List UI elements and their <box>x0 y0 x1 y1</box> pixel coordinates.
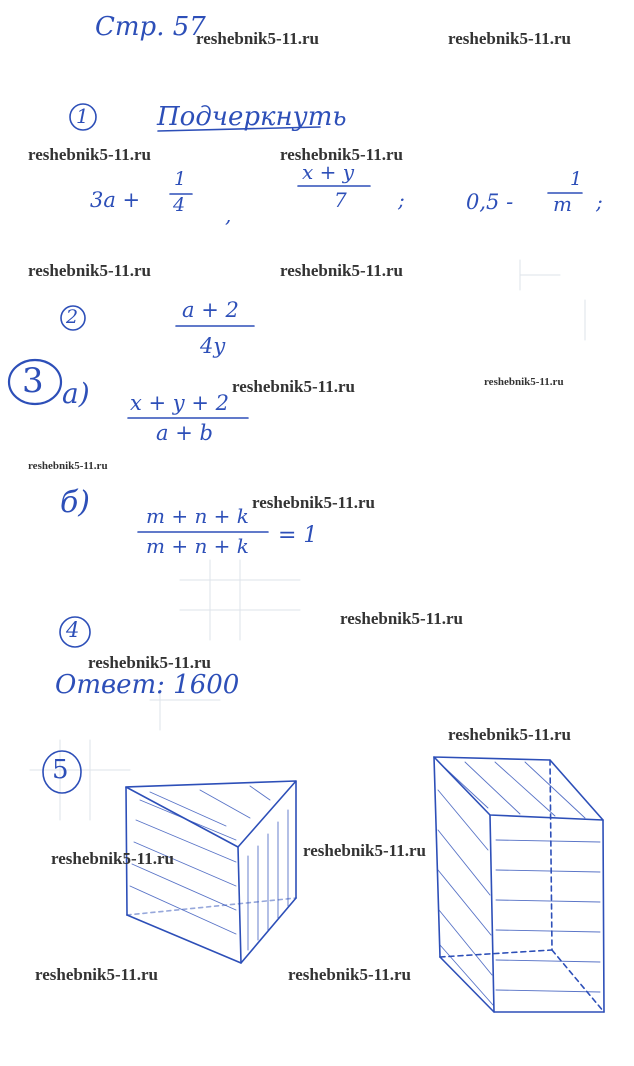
watermark-text: reshebnik5-11.ru <box>232 377 355 396</box>
watermark-text: reshebnik5-11.ru <box>51 849 174 868</box>
task1-expr2-numerator: x + y <box>302 160 355 184</box>
watermark-text: reshebnik5-11.ru <box>303 841 426 860</box>
task1-expr3-prefix: 0,5 - <box>466 190 514 214</box>
task1-expr1-denominator: 4 <box>173 194 186 216</box>
watermark-text: reshebnik5-11.ru <box>28 145 151 164</box>
task3-b-result: = 1 <box>278 523 318 548</box>
task1-number: 1 <box>76 104 89 128</box>
watermark-text: reshebnik5-11.ru <box>448 725 571 744</box>
task1-expr1-numerator: 1 <box>174 168 187 190</box>
task1-expr3-denominator: m <box>553 192 572 216</box>
task5-number: 5 <box>52 755 69 785</box>
task3-b-denominator: m + n + k <box>146 534 249 558</box>
task1-separator-1: , <box>225 203 232 227</box>
task1-expr2-denominator: 7 <box>334 188 347 212</box>
watermark-text: reshebnik5-11.ru <box>88 653 211 672</box>
watermark-text: reshebnik5-11.ru <box>280 261 403 280</box>
task1-title: Подчеркнуть <box>157 102 347 132</box>
task3-number: 3 <box>22 361 44 401</box>
watermark-text: reshebnik5-11.ru <box>280 145 403 164</box>
task3-part-a-label: а) <box>62 377 90 410</box>
task1-separator-2: ; <box>398 188 405 212</box>
task3-b-numerator: m + n + k <box>146 504 249 528</box>
task1-separator-3: ; <box>596 190 603 214</box>
task1-expr3-numerator: 1 <box>570 168 583 190</box>
task4-answer: Ответ: 1600 <box>55 670 240 700</box>
watermark-text: reshebnik5-11.ru <box>340 609 463 628</box>
task3-part-b-label: б) <box>60 485 91 520</box>
task3-a-numerator: x + y + 2 <box>130 391 229 415</box>
watermark-text: reshebnik5-11.ru <box>196 29 319 48</box>
task1-expr1-prefix: 3a + <box>90 188 141 212</box>
watermark-text-small: reshebnik5-11.ru <box>28 460 108 472</box>
task4-number: 4 <box>66 618 80 642</box>
watermark-text-small: reshebnik5-11.ru <box>484 376 564 388</box>
watermark-text: reshebnik5-11.ru <box>448 29 571 48</box>
task3-a-denominator: a + b <box>156 421 213 445</box>
watermark-text: reshebnik5-11.ru <box>28 261 151 280</box>
watermark-text: reshebnik5-11.ru <box>252 493 375 512</box>
watermark-text: reshebnik5-11.ru <box>288 965 411 984</box>
task2-denominator: 4y <box>200 334 226 358</box>
watermark-text: reshebnik5-11.ru <box>35 965 158 984</box>
page-label: Стр. 57 <box>95 12 206 42</box>
task2-numerator: a + 2 <box>182 298 239 322</box>
task2-number: 2 <box>66 306 79 328</box>
